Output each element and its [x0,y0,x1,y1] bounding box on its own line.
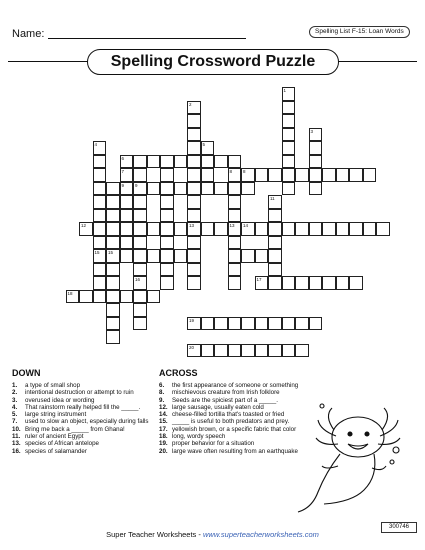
grid-cell[interactable] [268,236,282,250]
grid-cell[interactable] [93,155,107,169]
grid-number: 13 [189,223,195,228]
clue-text: long, wordy speech [172,433,226,441]
grid-cell[interactable] [160,195,174,209]
grid-cell[interactable] [268,249,282,263]
grid-cell[interactable] [133,168,147,182]
grid-cell[interactable] [133,236,147,250]
clue-number: 16. [12,447,21,455]
clue-number: 7. [12,418,18,426]
grid-cell[interactable] [309,128,323,142]
clue-number: 12. [159,403,168,411]
grid-cell[interactable] [255,222,269,236]
clue-text: used to slow an object, especially during falls [25,418,149,426]
grid-cell[interactable] [133,182,147,196]
grid-cell[interactable] [133,195,147,209]
clue-number: 1. [12,382,18,389]
grid-number: 11 [270,196,275,201]
clue-text: ruler of ancient Egypt [25,433,84,441]
footer [0,530,425,539]
grid-cell[interactable] [93,209,107,223]
grid-cell[interactable] [336,168,350,182]
across-clue [159,404,299,411]
grid-number: 19 [189,317,195,323]
grid-cell[interactable] [322,168,336,182]
grid-cell[interactable] [160,182,174,196]
grid-cell[interactable] [106,182,120,196]
grid-cell[interactable] [255,317,269,331]
grid-cell[interactable] [214,155,228,169]
grid-cell[interactable] [282,182,296,196]
grid-cell[interactable] [106,209,120,223]
grid-cell[interactable] [255,249,269,263]
grid-cell[interactable] [214,344,228,358]
grid-cell[interactable] [309,182,323,196]
grid-cell[interactable] [93,222,107,236]
grid-number: 16 [135,277,141,282]
grid-cell[interactable] [133,249,147,263]
grid-cell[interactable] [187,128,201,142]
grid-cell[interactable] [93,276,107,290]
grid-cell[interactable] [201,141,215,155]
grid-cell[interactable] [282,128,296,142]
clue-number: 6. [159,382,165,389]
grid-cell[interactable] [106,222,120,236]
grid-cell[interactable] [66,290,80,304]
grid-cell[interactable] [147,182,161,196]
grid-number: 4 [94,142,98,147]
grid-cell[interactable] [120,209,134,223]
down-clue [12,433,152,440]
down-clue [12,411,152,418]
grid-cell[interactable] [187,249,201,263]
grid-cell[interactable] [106,303,120,317]
clue-text: intentional destruction or attempt to ruin [25,389,134,397]
grid-cell[interactable] [133,303,147,317]
clue-text: Bring me back a _____ from Ghana! [25,425,125,433]
grid-cell[interactable] [133,290,147,304]
grid-cell[interactable] [282,155,296,169]
clue-text: species of African antelope [25,440,99,448]
grid-cell[interactable] [106,249,120,263]
grid-cell[interactable] [268,195,282,209]
grid-cell[interactable] [120,249,134,263]
down-clue [12,418,152,425]
down-clue [12,440,152,447]
clue-number: 20. [159,447,168,455]
grid-cell[interactable] [93,168,107,182]
clue-number: 18. [159,433,168,441]
grid-cell[interactable] [228,168,242,182]
down-clues [12,382,152,455]
grid-number: 13 [229,223,235,228]
clue-number: 8. [159,389,165,397]
grid-cell[interactable] [160,263,174,277]
grid-cell[interactable] [295,168,309,182]
grid-cell[interactable] [187,155,201,169]
grid-cell[interactable] [174,249,188,263]
grid-cell[interactable] [228,195,242,209]
across-clue [159,448,299,455]
down-clue [12,448,152,455]
down-heading: DOWN [12,368,41,378]
grid-cell[interactable] [228,344,242,358]
grid-number: 15 [108,250,114,255]
grid-number: 8 [229,169,233,174]
grid-cell[interactable] [187,182,201,196]
grid-cell[interactable] [282,87,296,101]
grid-number: 1 [283,88,287,93]
across-clues [159,382,299,455]
grid-cell[interactable] [322,276,336,290]
grid-cell[interactable] [214,182,228,196]
grid-cell[interactable] [133,209,147,223]
clue-text: large wave often resulting from an earthquake [172,447,298,455]
grid-cell[interactable] [336,222,350,236]
grid-cell[interactable] [228,222,242,236]
down-clue [12,404,152,411]
across-heading: ACROSS [159,368,198,378]
grid-cell[interactable] [120,195,134,209]
grid-cell[interactable] [228,182,242,196]
grid-cell[interactable] [93,195,107,209]
grid-cell[interactable] [309,141,323,155]
grid-cell[interactable] [376,222,390,236]
grid-cell[interactable] [187,209,201,223]
grid-cell[interactable] [282,344,296,358]
grid-cell[interactable] [160,168,174,182]
grid-cell[interactable] [174,182,188,196]
grid-cell[interactable] [133,263,147,277]
grid-cell[interactable] [160,155,174,169]
grid-cell[interactable] [187,101,201,115]
down-clue [12,397,152,404]
grid-number: 5 [202,142,206,147]
grid-cell[interactable] [282,222,296,236]
grid-cell[interactable] [282,101,296,115]
grid-cell[interactable] [228,236,242,250]
grid-cell[interactable] [309,276,323,290]
grid-cell[interactable] [241,317,255,331]
grid-cell[interactable] [214,317,228,331]
grid-cell[interactable] [187,276,201,290]
grid-cell[interactable] [282,141,296,155]
grid-cell[interactable] [241,168,255,182]
grid-cell[interactable] [228,209,242,223]
clue-text: That rainstorm really helped fill the _____. [25,403,141,411]
grid-cell[interactable] [201,168,215,182]
grid-cell[interactable] [174,222,188,236]
grid-cell[interactable] [187,168,201,182]
grid-cell[interactable] [201,222,215,236]
name-label: Name: [12,28,45,40]
grid-cell[interactable] [295,222,309,236]
grid-cell[interactable] [147,222,161,236]
footer-brand: Super Teacher Worksheets - [106,530,203,539]
grid-cell[interactable] [255,344,269,358]
grid-cell[interactable] [106,263,120,277]
grid-cell[interactable] [106,290,120,304]
grid-cell[interactable] [160,249,174,263]
grid-cell[interactable] [228,317,242,331]
grid-cell[interactable] [295,276,309,290]
grid-cell[interactable] [106,236,120,250]
clue-number: 17. [159,425,168,433]
down-clue [12,389,152,396]
grid-cell[interactable] [268,276,282,290]
grid-cell[interactable] [201,344,215,358]
grid-cell[interactable] [187,317,201,331]
clue-text: a type of small shop [25,382,81,389]
clue-text: _____ is useful to both predators and prey. [172,418,290,426]
grid-number: 14 [243,223,249,228]
grid-cell[interactable] [120,182,134,196]
footer-url[interactable]: www.superteacherworksheets.com [202,530,319,539]
grid-cell[interactable] [349,276,363,290]
grid-cell[interactable] [187,236,201,250]
grid-cell[interactable] [93,141,107,155]
grid-cell[interactable] [228,249,242,263]
grid-cell[interactable] [147,155,161,169]
grid-cell[interactable] [363,168,377,182]
clue-text: cheese-filled tortilla that's toasted or fried [172,411,285,419]
grid-number: 2 [189,101,192,107]
clue-number: 14. [159,411,168,419]
grid-cell[interactable] [133,222,147,236]
grid-cell[interactable] [309,155,323,169]
grid-cell[interactable] [268,317,282,331]
grid-cell[interactable] [228,155,242,169]
grid-cell[interactable] [241,249,255,263]
grid-cell[interactable] [106,317,120,331]
grid-number: 20 [189,344,195,350]
clue-text: Seeds are the spiciest part of a _____. [172,396,278,404]
grid-cell[interactable] [282,317,296,331]
grid-cell[interactable] [241,222,255,236]
grid-cell[interactable] [295,344,309,358]
grid-cell[interactable] [349,222,363,236]
axolotl-illustration [288,392,413,517]
grid-number: 6 [121,155,125,161]
clue-text: large sausage, usually eaten cold [172,403,264,411]
grid-cell[interactable] [93,290,107,304]
clue-text: mischievous creature from Irish folklore [172,389,280,397]
grid-cell[interactable] [187,141,201,155]
clue-number: 19. [159,440,168,448]
page-title: Spelling Crossword Puzzle [87,49,339,75]
grid-cell[interactable] [228,263,242,277]
clue-text: large string instrument [25,411,87,419]
grid-cell[interactable] [228,276,242,290]
across-clue [159,440,299,447]
grid-cell[interactable] [282,114,296,128]
grid-cell[interactable] [187,195,201,209]
grid-cell[interactable] [201,155,215,169]
grid-number: 17 [256,277,262,282]
grid-cell[interactable] [93,263,107,277]
across-clue [159,389,299,396]
grid-cell[interactable] [106,276,120,290]
grid-cell[interactable] [93,249,107,263]
grid-number: 8 [243,169,246,174]
grid-cell[interactable] [282,276,296,290]
clue-number: 5. [12,411,18,419]
across-clue [159,418,299,425]
grid-cell[interactable] [93,236,107,250]
grid-cell[interactable] [133,317,147,331]
grid-cell[interactable] [201,182,215,196]
grid-cell[interactable] [268,168,282,182]
clue-text: the first appearance of someone or something [172,382,299,389]
grid-cell[interactable] [133,155,147,169]
grid-cell[interactable] [187,114,201,128]
grid-cell[interactable] [309,317,323,331]
grid-number: 7 [121,169,125,174]
clue-number: 13. [12,440,21,448]
clue-number: 2. [12,389,18,397]
grid-cell[interactable] [309,168,323,182]
clue-text: species of salamander [25,447,87,455]
grid-cell[interactable] [255,276,269,290]
grid-cell[interactable] [160,209,174,223]
grid-number: 9 [135,182,138,188]
clue-number: 9. [159,396,165,404]
grid-cell[interactable] [322,222,336,236]
across-clue [159,397,299,404]
grid-number: 15 [94,250,100,255]
spelling-list-badge: Spelling List F-15: Loan Words [309,26,410,38]
grid-cell[interactable] [268,344,282,358]
grid-cell[interactable] [147,249,161,263]
grid-cell[interactable] [79,290,93,304]
grid-number: 3 [310,128,314,134]
clue-number: 15. [159,418,168,426]
grid-cell[interactable] [106,195,120,209]
grid-cell[interactable] [160,276,174,290]
across-clue [159,426,299,433]
grid-cell[interactable] [241,344,255,358]
grid-cell[interactable] [120,155,134,169]
grid-cell[interactable] [120,222,134,236]
clue-number: 10. [12,425,21,433]
grid-cell[interactable] [160,222,174,236]
grid-cell[interactable] [336,276,350,290]
grid-cell[interactable] [268,209,282,223]
grid-cell[interactable] [133,276,147,290]
grid-cell[interactable] [120,236,134,250]
clue-text: overused idea or wording [25,396,95,404]
grid-cell[interactable] [187,263,201,277]
grid-cell[interactable] [295,317,309,331]
grid-cell[interactable] [79,222,93,236]
down-clue [12,382,152,389]
grid-cell[interactable] [160,236,174,250]
grid-cell[interactable] [120,290,134,304]
grid-cell[interactable] [106,330,120,344]
grid-number: 18 [67,290,73,296]
grid-cell[interactable] [282,168,296,182]
clue-text: proper behavior for a situation [172,440,255,448]
grid-cell[interactable] [241,182,255,196]
clue-text: yellowish brown, or a specific fabric that color [172,425,297,433]
across-clue [159,382,299,389]
grid-cell[interactable] [214,222,228,236]
across-clue [159,433,299,440]
grid-cell[interactable] [201,317,215,331]
grid-number: 12 [81,223,87,228]
grid-cell[interactable] [187,344,201,358]
grid-cell[interactable] [349,168,363,182]
worksheet-code: 300746 [381,522,417,533]
grid-cell[interactable] [268,263,282,277]
grid-number: 9 [121,182,125,188]
grid-cell[interactable] [120,168,134,182]
grid-cell[interactable] [268,222,282,236]
grid-cell[interactable] [363,222,377,236]
across-clue [159,411,299,418]
grid-cell[interactable] [147,290,161,304]
grid-cell[interactable] [174,155,188,169]
grid-cell[interactable] [255,168,269,182]
grid-cell[interactable] [93,182,107,196]
down-clue [12,426,152,433]
grid-cell[interactable] [309,222,323,236]
clue-number: 3. [12,396,18,404]
grid-cell[interactable] [187,222,201,236]
clue-number: 4. [12,403,18,411]
clue-number: 11. [12,433,21,441]
